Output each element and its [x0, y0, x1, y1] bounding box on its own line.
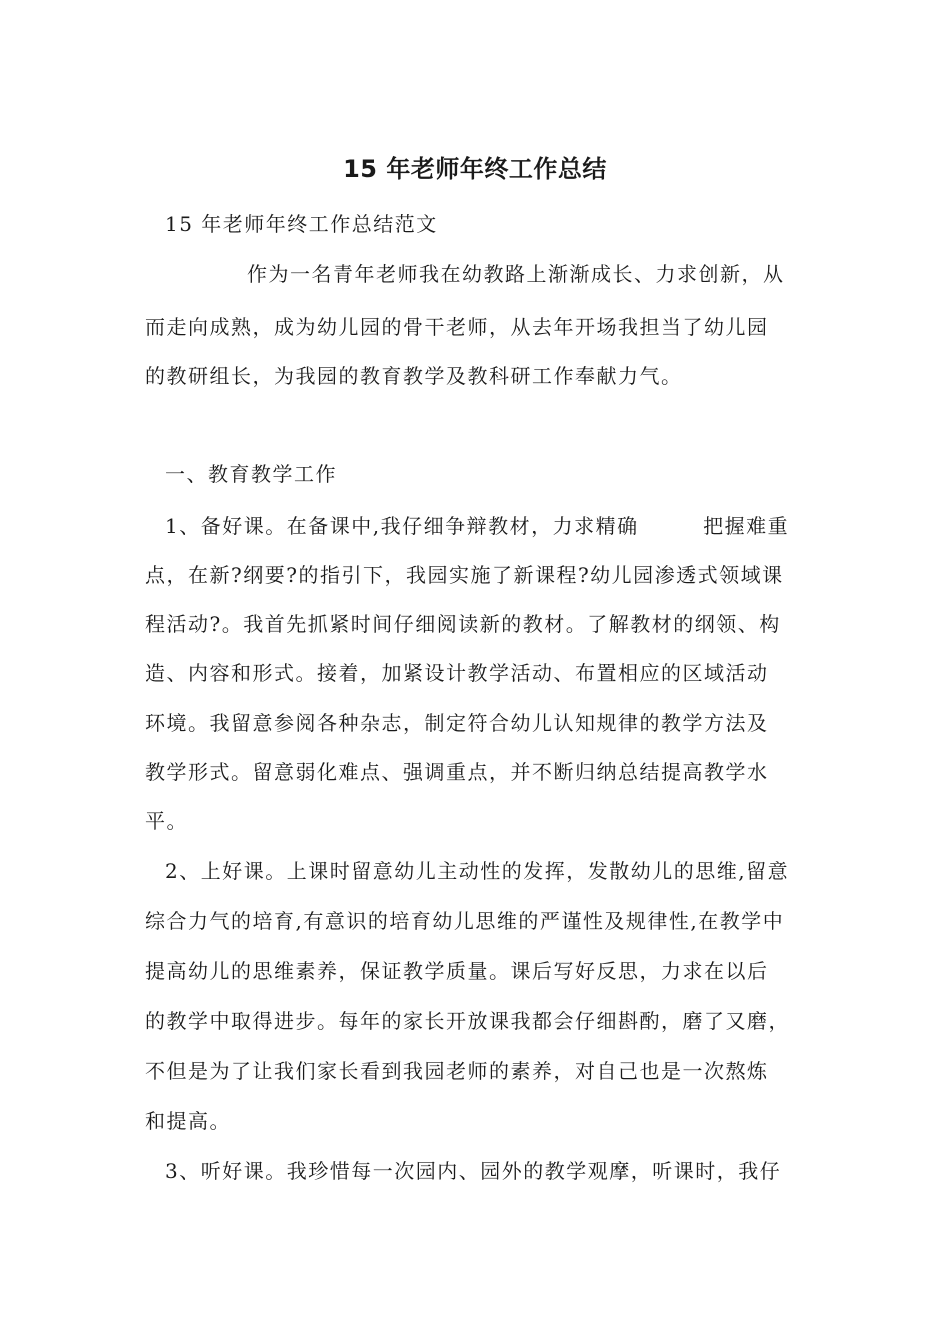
item1-line: 点，在新?纲要?的指引下，我园实施了新课程?幼儿园渗透式领域课	[145, 563, 784, 587]
item1-line: 教学形式。留意弱化难点、强调重点，并不断归纳总结提高教学水	[145, 760, 769, 784]
item2-line: 的教学中取得进步。每年的家长开放课我都会仔细斟酌，磨了又磨，	[145, 1009, 790, 1033]
item1-line: 造、内容和形式。接着，加紧设计教学活动、布置相应的区域活动	[145, 661, 769, 685]
item3-line: 3、听好课。我珍惜每一次园内、园外的教学观摩，听课时，我仔	[165, 1159, 782, 1183]
intro-line: 的教研组长，为我园的教育教学及教科研工作奉献力气。	[145, 364, 683, 388]
section-heading: 一、教育教学工作	[165, 462, 337, 486]
intro-line: 作为一名青年老师我在幼教路上渐渐成长、力求创新，从	[247, 262, 785, 286]
item2-line: 提高幼儿的思维素养，保证教学质量。课后写好反思，力求在以后	[145, 959, 769, 983]
item2-line: 2、上好课。上课时留意幼儿主动性的发挥，发散幼儿的思维,留意	[165, 859, 790, 883]
item1-line: 环境。我留意参阅各种杂志，制定符合幼儿认知规律的教学方法及	[145, 711, 769, 735]
intro-line: 而走向成熟，成为幼儿园的骨干老师，从去年开场我担当了幼儿园	[145, 315, 769, 339]
item2-line: 和提高。	[145, 1109, 231, 1133]
item1-line: 平。	[145, 809, 188, 833]
document-title: 15 年老师年终工作总结	[343, 155, 607, 183]
item2-line: 不但是为了让我们家长看到我园老师的素养，对自己也是一次熬炼	[145, 1059, 769, 1083]
item1-line: 程活动?。我首先抓紧时间仔细阅读新的教材。了解教材的纲领、构	[145, 612, 781, 636]
document-subtitle: 15 年老师年终工作总结范文	[165, 212, 438, 236]
item2-line: 综合力气的培育,有意识的培育幼儿思维的严谨性及规律性,在教学中	[145, 909, 785, 933]
item1-line: 1、备好课。在备课中,我仔细争辩教材，力求精确 把握难重	[165, 514, 790, 538]
